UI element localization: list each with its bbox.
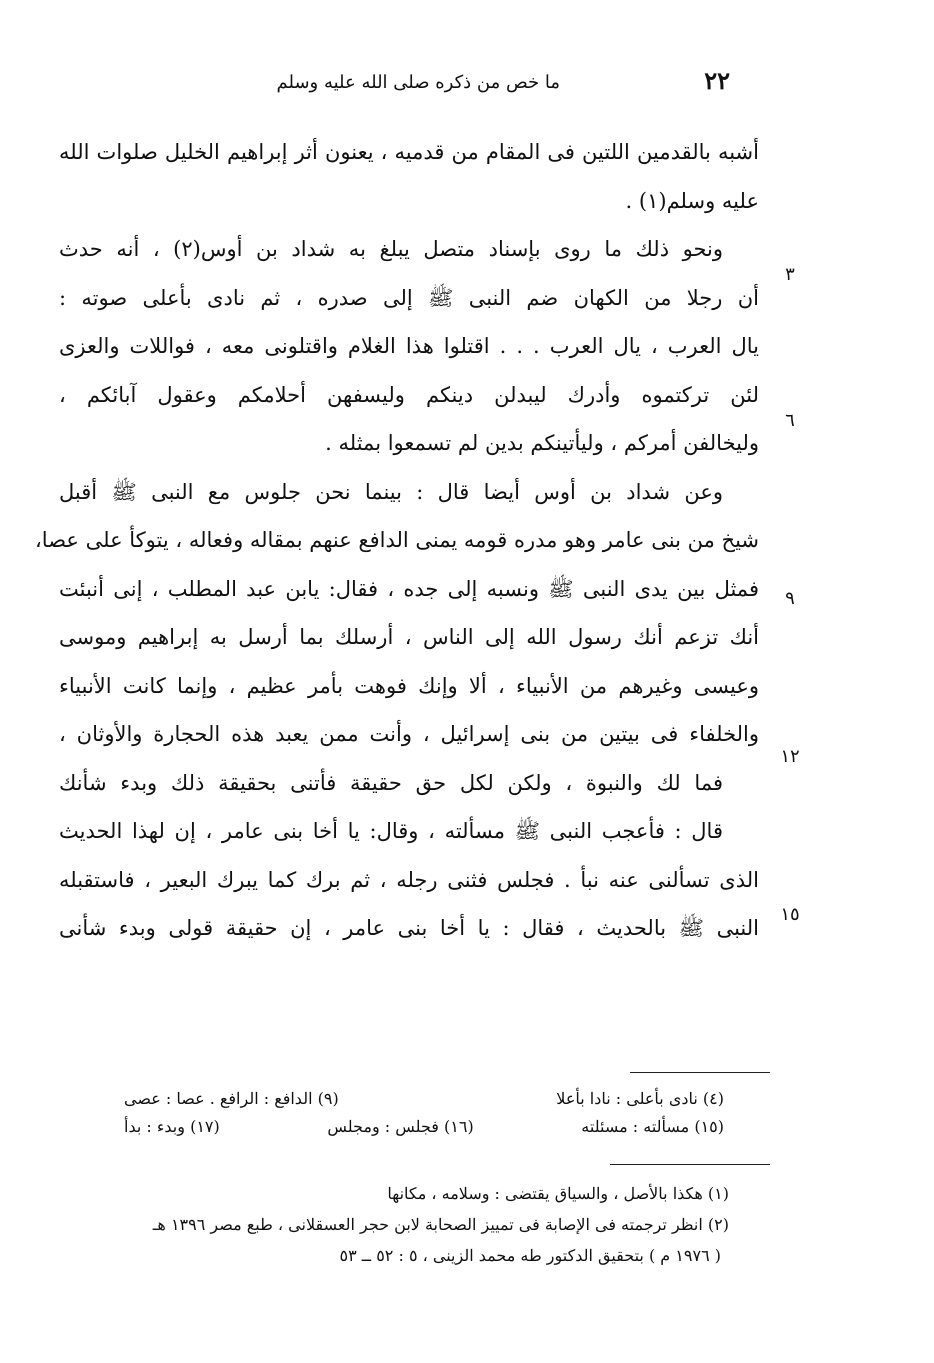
text-line: وعن شداد بن أوس أيضا قال : بينما نحن جلوس مع النبى ﷺ أقبل xyxy=(59,479,723,504)
variant-note: (٤) نادى بأعلى : نادا بأعلا xyxy=(556,1089,724,1108)
main-text xyxy=(35,128,759,953)
variant-note: (١٧) وبدء : بدأ xyxy=(124,1117,220,1136)
text-line: يال العرب ، يال العرب . . . اقتلوا هذا الغلام واقتلونى معه ، فواللات والعزى xyxy=(59,334,759,358)
variant-note: (١٥) مسألته : مسئلته xyxy=(581,1117,724,1136)
text-line: شيخ من بنى عامر وهو مدره قومه يمنى الدافع عنهم بمقاله وفعاله ، يتوكأ على عصا، xyxy=(35,528,759,552)
footnote-1: (١) هكذا بالأصل ، والسياق يقتضى : وسلامه ، مكانها xyxy=(387,1184,729,1203)
line-number: ٦ xyxy=(785,410,795,431)
text-line: عليه وسلم(١) . xyxy=(625,188,759,213)
footnote-2: (٢) انظر ترجمته فى الإصابة فى تمييز الصحابة لابن حجر العسقلانى ، طبع مصر ١٣٩٦ هـ xyxy=(152,1215,729,1234)
text-line: وليخالفن أمركم ، وليأتينكم بدين لم تسمعوا بمثله . xyxy=(325,431,759,455)
running-title: ما خص من ذكره صلى الله عليه وسلم xyxy=(276,72,560,93)
page-number: ٢٢ xyxy=(704,66,730,95)
text-line: لئن تركتموه وأدرك ليبدلن دينكم وليسفهن أحلامكم وعقول آبائكم ، xyxy=(59,382,759,407)
text-line: فمثل بين يدى النبى ﷺ ونسبه إلى جده ، فقال: يابن عبد المطلب ، إنى أنبئت xyxy=(59,576,759,601)
text-line: ونحو ذلك ما روى بإسناد متصل يبلغ به شداد بن أوس(٢) ، أنه حدث xyxy=(59,237,724,261)
variants-divider xyxy=(630,1072,770,1073)
line-number: ١٢ xyxy=(780,746,800,767)
text-line: وعيسى وغيرهم من الأنبياء ، ألا وإنك فوهت بأمر عظيم ، وإنما كانت الأنبياء xyxy=(59,673,759,698)
line-number: ٣ xyxy=(785,264,795,285)
text-line: الذى تسألنى عنه نبأ . فجلس فثنى رجله ، ثم برك كما يبرك البعير ، فاستقبله xyxy=(59,867,759,892)
footnotes-divider xyxy=(610,1164,770,1165)
footnote-2-continued: ( ١٩٧٦ م ) بتحقيق الدكتور طه محمد الزينى ، ٥ : ٥٢ ــ ٥٣ xyxy=(339,1246,721,1265)
variant-note: (٩) الدافع : الرافع . عصا : عصى xyxy=(124,1089,339,1108)
text-line: أشبه بالقدمين اللتين فى المقام من قدميه ، يعنون أثر إبراهيم الخليل صلوات الله xyxy=(59,140,759,164)
variant-row xyxy=(124,1085,724,1113)
footnotes xyxy=(79,1178,729,1271)
line-number: ٩ xyxy=(785,588,795,609)
text-line: فما لك والنبوة ، ولكن لكل حق حقيقة فأتنى بحقيقة ذلك وبدء شأنك xyxy=(59,770,723,795)
text-line: قال : فأعجب النبى ﷺ مسألته ، وقال: يا أخا بنى عامر ، إن لهذا الحديث xyxy=(59,819,723,843)
line-number: ١٥ xyxy=(780,904,800,925)
page-header xyxy=(250,66,730,106)
textual-variants xyxy=(124,1085,724,1141)
text-line: أنك تزعم أنك رسول الله إلى الناس ، أرسلك بما أرسل به إبراهيم وموسى xyxy=(59,625,759,649)
variant-note: (١٦) فجلس : ومجلس xyxy=(327,1117,474,1136)
text-line: النبى ﷺ بالحديث ، فقال : يا أخا بنى عامر ، إن حقيقة قولى وبدء شأنى xyxy=(59,916,759,940)
text-line: أن رجلا من الكهان ضم النبى ﷺ إلى صدره ، ثم نادى بأعلى صوته : xyxy=(59,285,759,310)
variant-row xyxy=(124,1113,724,1141)
text-line: والخلفاء فى بيتين من بنى إسرائيل ، وأنت ممن يعبد هذه الحجارة والأوثان ، xyxy=(59,722,759,746)
